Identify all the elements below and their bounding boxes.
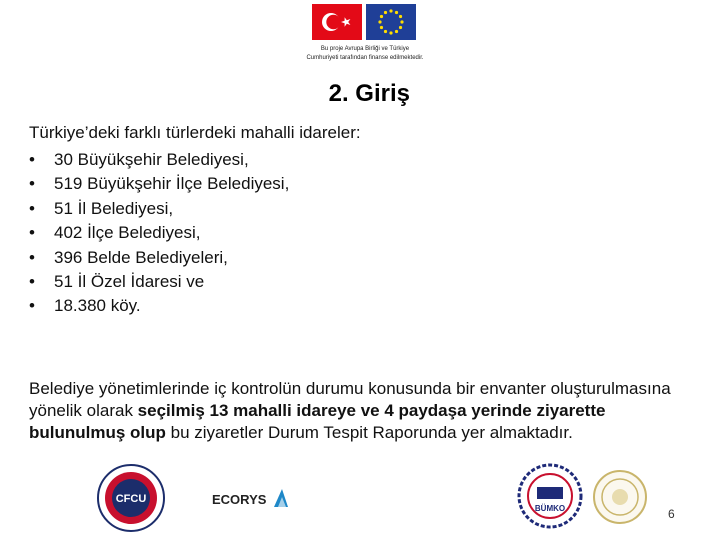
bullet-symbol: • <box>29 296 35 316</box>
eu-star <box>395 30 398 33</box>
funding-note-line1: Bu proje Avrupa Birliği ve Türkiye <box>320 46 410 52</box>
list-item-text: 18.380 köy. <box>54 296 141 316</box>
eu-star <box>380 26 383 29</box>
ecorys-logo <box>212 485 288 516</box>
bumko-label: BÜMKO <box>534 504 566 513</box>
list-item <box>29 197 289 221</box>
list-item-text: 30 Büyükşehir Belediyesi, <box>54 150 249 169</box>
list-item-text: 519 Büyükşehir İlçe Belediyesi, <box>54 174 290 194</box>
cfcu-label: CFCU <box>115 493 147 505</box>
eu-flag-icon <box>366 4 416 40</box>
paragraph-bold: seçilmiş 13 mahalli idareye ve 4 paydaşa yerinde ziyarette bulunulmuş olup <box>29 401 606 442</box>
eu-star <box>389 31 392 34</box>
header-logos <box>312 4 416 40</box>
seal-logo <box>592 469 648 530</box>
funding-note-line2: Cumhuriyeti tarafından finanse edilmektedir. <box>306 55 424 61</box>
eu-star <box>395 11 398 14</box>
eu-star <box>399 26 402 29</box>
list-item <box>29 172 289 196</box>
bumko-logo <box>515 461 585 536</box>
list-item <box>29 148 289 172</box>
bullet-symbol: • <box>29 223 35 243</box>
list-item-text: 51 İl Özel İdaresi ve <box>54 272 205 292</box>
footer-logos <box>0 455 720 535</box>
ecorys-label: ECORYS <box>212 492 267 507</box>
bullet-symbol: • <box>29 150 35 169</box>
list-item <box>29 294 289 318</box>
paragraph-part1: Belediye yönetimlerinde iç kontrolün durumu konusunda bir envanter oluşturulmasına yönelik olarak <box>29 379 671 420</box>
eu-star <box>378 20 381 23</box>
bullet-symbol: • <box>29 272 35 292</box>
bullet-symbol: • <box>29 247 35 267</box>
list-item <box>29 246 289 270</box>
body-paragraph <box>29 378 701 444</box>
list-item-text: 396 Belde Belediyeleri, <box>54 247 228 267</box>
eu-star <box>384 30 387 33</box>
cfcu-logo <box>96 463 166 538</box>
bullet-symbol: • <box>29 198 35 218</box>
eu-star <box>399 15 402 18</box>
eu-star <box>389 9 392 12</box>
bullet-symbol: • <box>29 174 35 194</box>
list-item <box>29 270 289 294</box>
list-item-text: 51 İl Belediyesi, <box>54 198 174 218</box>
funding-note <box>270 45 460 63</box>
eu-star <box>400 20 403 23</box>
turkey-flag-icon <box>312 4 362 40</box>
eu-star <box>380 15 383 18</box>
eu-star <box>384 11 387 14</box>
page-number: 6 <box>668 507 675 521</box>
slide-title: 2. Giriş <box>328 80 410 107</box>
list-item-text: 402 İlçe Belediyesi, <box>54 223 201 243</box>
paragraph-part2: bu ziyaretler Durum Tespit Raporunda yer almaktadır. <box>165 423 573 442</box>
bullet-list <box>29 148 289 319</box>
list-item <box>29 221 289 245</box>
intro-text: Türkiye’deki farklı türlerdeki mahalli idareler: <box>29 123 361 142</box>
